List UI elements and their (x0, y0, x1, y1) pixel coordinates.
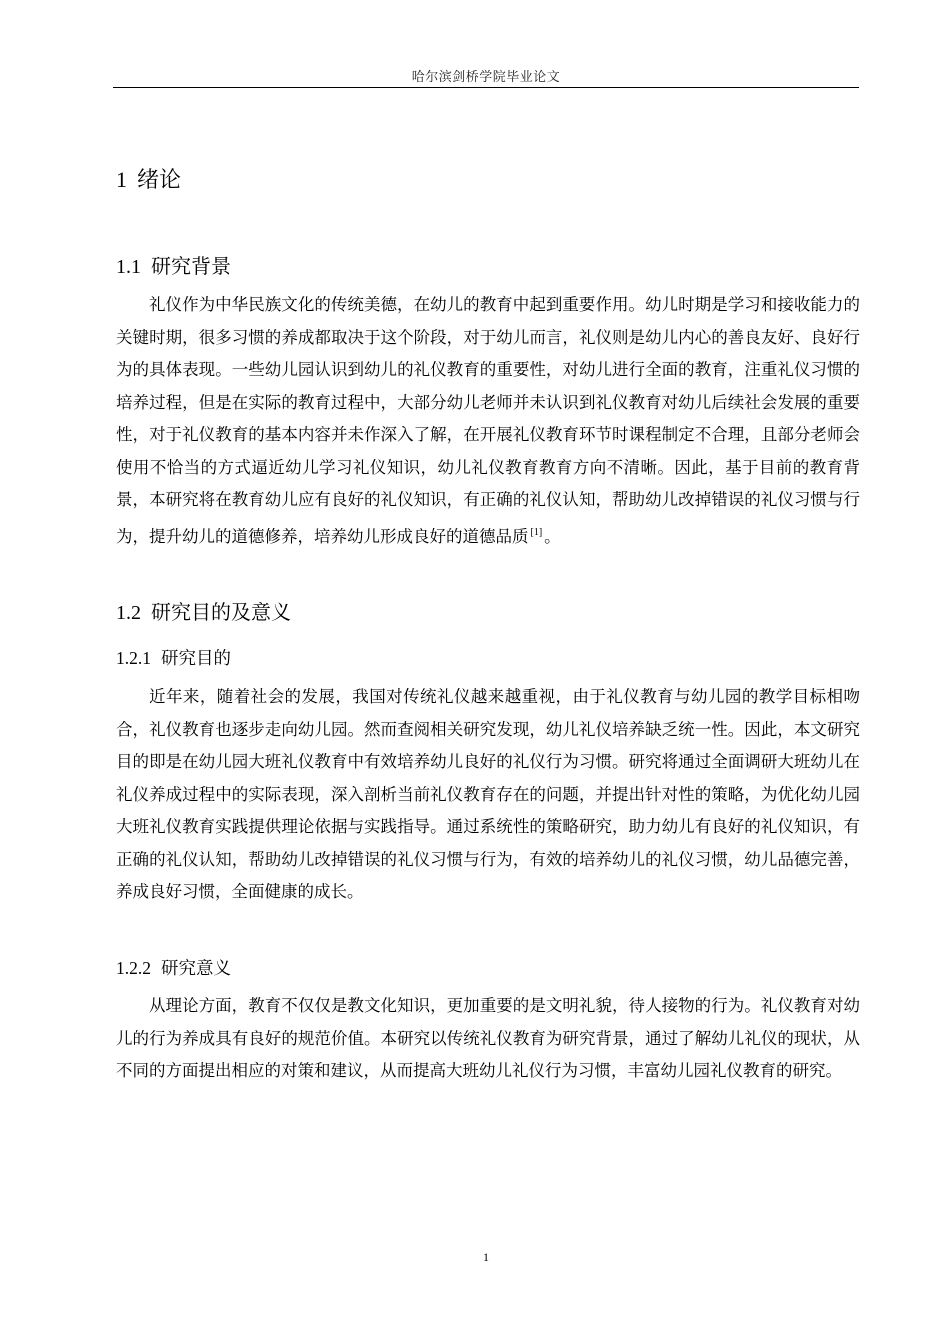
paragraph-background-end: 。 (544, 526, 561, 546)
paragraph-research-purpose: 近年来，随着社会的发展，我国对传统礼仪越来越重视，由于礼仪教育与幼儿园的教学目标相吻合，礼仪教育也逐步走向幼儿园。然而查阅相关研究发现，幼儿礼仪培养缺乏统一性。因此，本文研究目的即是在幼儿园大班礼仪教育中有效培养幼儿良好的礼仪行为习惯。研究将通过全面调研大班幼儿在礼仪养成过程中的实际表现，深入剖析当前礼仪教育存在的问题，并提出针对性的策略，为优化幼儿园大班礼仪教育实践提供理论依据与实践指导。通过系统性的策略研究，助力幼儿有良好的礼仪知识，有正确的礼仪认知，帮助幼儿改掉错误的礼仪习惯与行为，有效的培养幼儿的礼仪习惯，幼儿品德完善，养成良好习惯，全面健康的成长。 (116, 687, 860, 901)
section-title-1-1: 研究背景 (151, 254, 231, 278)
page-number: 1 (483, 1250, 489, 1264)
section-number-1-1: 1.1 (116, 256, 141, 278)
section-heading-1-1 (116, 250, 231, 279)
subsection-heading-1-2-2 (116, 955, 231, 980)
paragraph-research-significance: 从理论方面，教育不仅仅是教文化知识，更加重要的是文明礼貌，待人接物的行为。礼仪教育对幼儿的行为养成具有良好的规范价值。本研究以传统礼仪教育为研究背景，通过了解幼儿礼仪的现状，从不同的方面提出相应的对策和建议，从而提高大班幼儿礼仪行为习惯，丰富幼儿园礼仪教育的研究。 (116, 996, 860, 1080)
subsection-number-1-2-2: 1.2.2 (116, 958, 151, 978)
page-header: 哈尔滨剑桥学院毕业论文 (411, 70, 561, 85)
subsection-title-1-2-2: 研究意义 (161, 959, 231, 979)
subsection-heading-1-2-1 (116, 645, 231, 670)
subsection-title-1-2-1: 研究目的 (161, 649, 231, 669)
paragraph-background-text: 礼仪作为中华民族文化的传统美德，在幼儿的教育中起到重要作用。幼儿时期是学习和接收能力的关键时期，很多习惯的养成都取决于这个阶段，对于幼儿而言，礼仪则是幼儿内心的善良友好、良好行为的具体表现。一些幼儿园认识到幼儿的礼仪教育的重要性，对幼儿进行全面的教育，注重礼仪习惯的培养过程，但是在实际的教育过程中，大部分幼儿老师并未认识到礼仪教育对幼儿后续社会发展的重要性，对于礼仪教育的基本内容并未作深入了解，在开展礼仪教育环节时课程制定不合理，且部分老师会使用不恰当的方式逼近幼儿学习礼仪知识，幼儿礼仪教育教育方向不清晰。因此，基于目前的教育背景，本研究将在教育幼儿应有良好的礼仪知识，有正确的礼仪认知，帮助幼儿改掉错误的礼仪习惯与行为，提升幼儿的道德修养，培养幼儿形成良好的道德品质 (116, 295, 860, 546)
citation-reference: [1] (530, 526, 543, 538)
subsection-number-1-2-1: 1.2.1 (116, 648, 151, 668)
chapter-heading (116, 163, 181, 194)
chapter-number: 1 (116, 167, 127, 192)
chapter-title: 绪论 (137, 168, 182, 193)
section-number-1-2: 1.2 (116, 602, 141, 624)
section-title-1-2: 研究目的及意义 (151, 600, 291, 624)
section-heading-1-2 (116, 596, 291, 625)
header-divider (113, 87, 859, 88)
paragraph-research-background (116, 289, 860, 553)
